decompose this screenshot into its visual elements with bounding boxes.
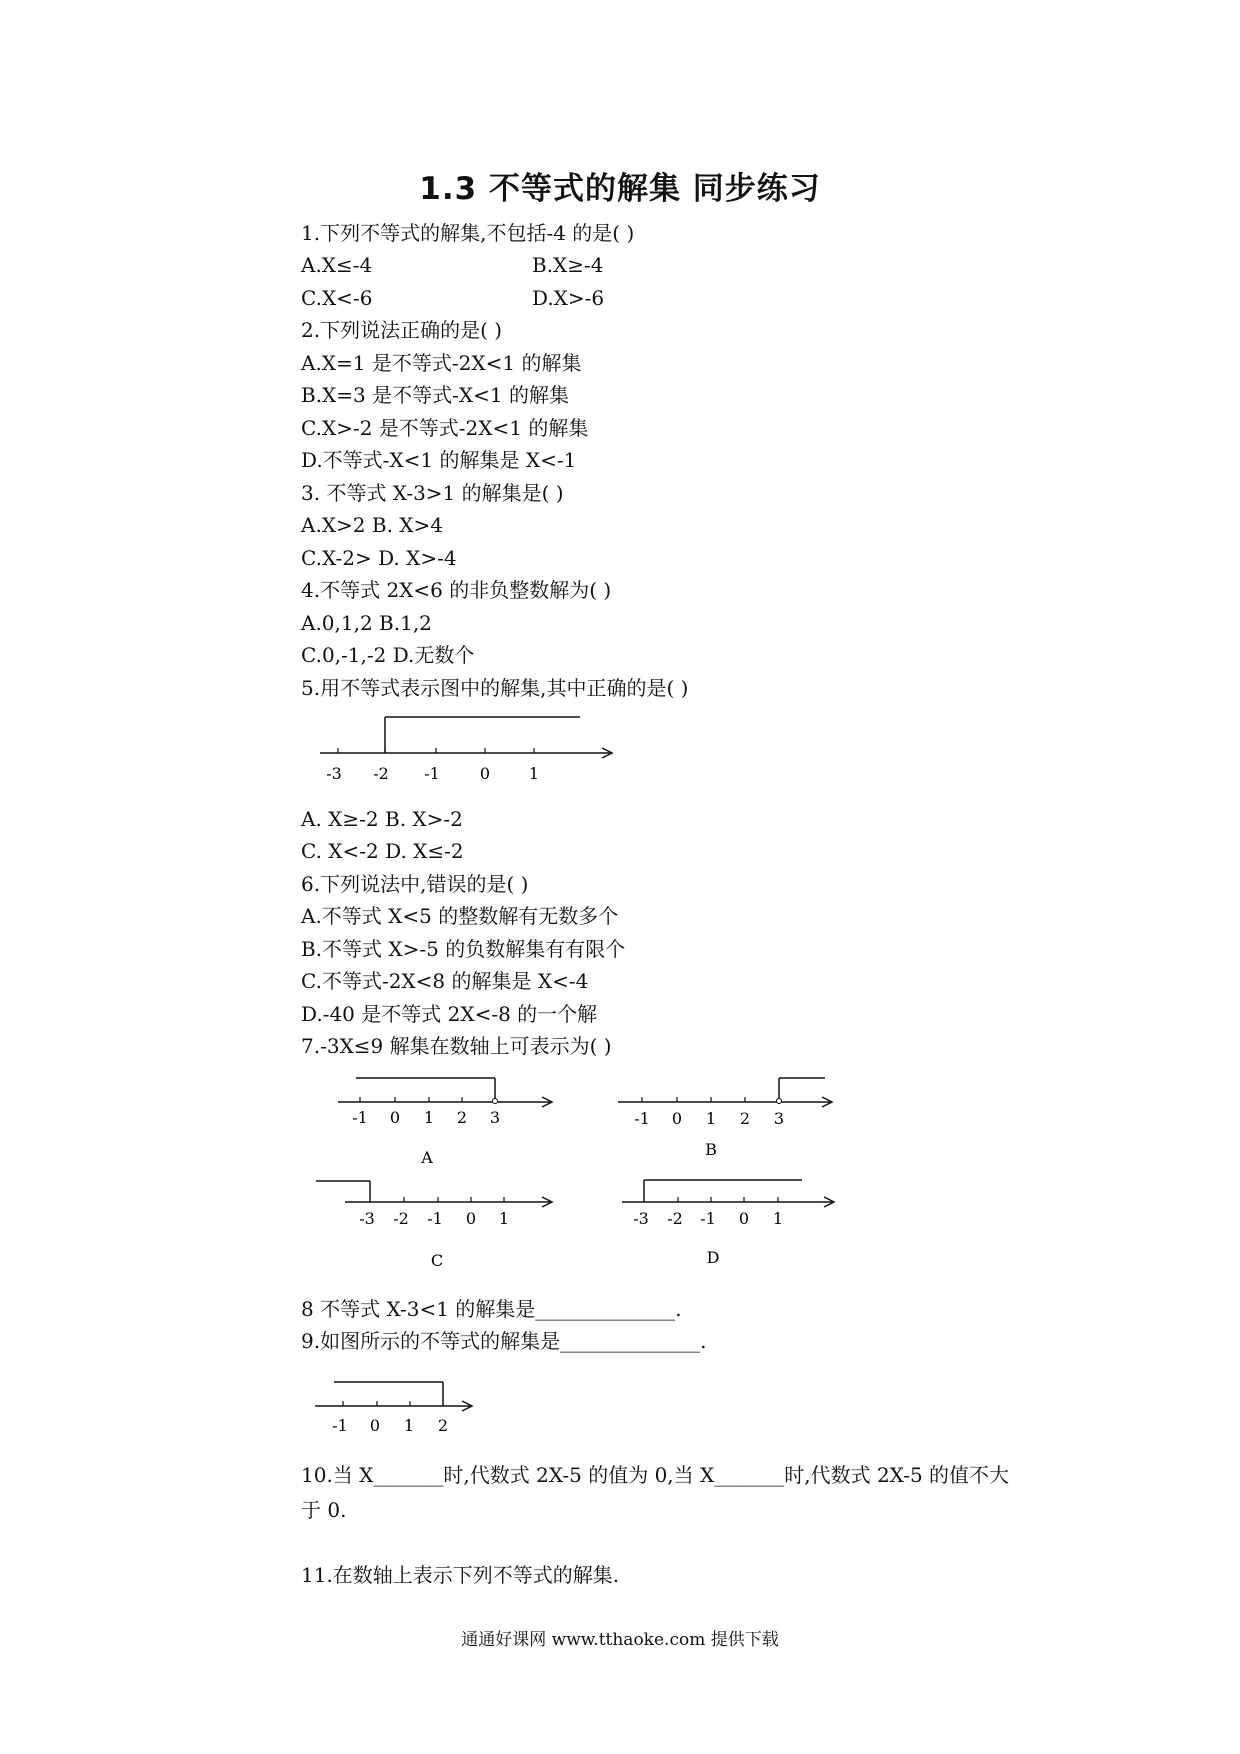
question-2: 2.下列说法正确的是( ) [301,318,503,342]
question-11: 11.在数轴上表示下列不等式的解集. [301,1563,620,1587]
question-3: 3. 不等式 X-3>1 的解集是( ) [301,481,564,505]
question-6: 6.下列说法中,错误的是( ) [301,872,529,896]
question-9: 9.如图所示的不等式的解集是______________. [301,1329,707,1353]
question-10-cont: 于 0. [301,1498,347,1522]
tick-label: 3 [489,1108,501,1127]
tick-label: 3 [773,1109,785,1128]
question-5: 5.用不等式表示图中的解集,其中正确的是( ) [301,676,689,700]
tick-label: 0 [671,1109,683,1128]
tick-label: -2 [393,1209,409,1228]
options-3ab: A.X>2 B. X>4 [301,513,444,537]
number-line-q5 [310,705,630,790]
endpoint-dot [493,1099,498,1104]
options-3cd: C.X-2> D. X>-4 [301,546,457,570]
tick-label: -1 [634,1109,650,1128]
option-2a: A.X=1 是不等式-2X<1 的解集 [301,351,582,375]
tick-label: -3 [326,764,342,783]
tick-label: -3 [359,1209,375,1228]
figure-label: B [705,1140,717,1159]
tick-label: 2 [456,1108,468,1127]
options-5cd: C. X<-2 D. X≤-2 [301,839,464,863]
tick-label: 2 [739,1109,751,1128]
option-6d: D.-40 是不等式 2X<-8 的一个解 [301,1002,598,1026]
tick-label: 0 [465,1209,477,1228]
page-title: 1.3 不等式的解集 同步练习 [419,171,821,207]
tick-label: 1 [498,1209,510,1228]
number-line-q7c [310,1170,560,1270]
option-2d: D.不等式-X<1 的解集是 X<-1 [301,448,577,472]
number-line-q7d [610,1170,840,1270]
tick-label: 0 [479,764,491,783]
tick-label: -1 [352,1108,368,1127]
tick-label: 2 [437,1416,449,1435]
figure-label: A [421,1148,433,1167]
figure-label: C [430,1251,444,1270]
option-6b: B.不等式 X>-5 的负数解集有有限个 [301,937,626,961]
options-4ab: A.0,1,2 B.1,2 [301,611,432,635]
tick-label: 1 [528,764,540,783]
tick-label: 1 [705,1109,717,1128]
question-10: 10.当 X_______时,代数式 2X-5 的值为 0,当 X_______时,代数式 2X-5 的值不大 [301,1463,1010,1487]
option-6c: C.不等式-2X<8 的解集是 X<-4 [301,969,589,993]
tick-label: -1 [700,1209,716,1228]
tick-label: -2 [373,764,389,783]
tick-label: 1 [772,1209,784,1228]
option-1b: B.X≥-4 [532,253,604,277]
tick-label: 0 [389,1108,401,1127]
options-4cd: C.0,-1,-2 D.无数个 [301,643,475,667]
option-1c: C.X<-6 [301,286,373,310]
figure-label: D [706,1248,720,1267]
tick-label: -2 [667,1209,683,1228]
number-line-q7b [610,1070,840,1160]
tick-label: -1 [332,1416,348,1435]
tick-label: -1 [424,764,440,783]
option-2b: B.X=3 是不等式-X<1 的解集 [301,383,569,407]
option-1a: A.X≤-4 [301,253,373,277]
page-footer: 通通好课网 www.tthaoke.com 提供下载 [461,1630,779,1650]
endpoint-dot [777,1099,782,1104]
number-line-q9 [310,1365,480,1445]
tick-label: -3 [633,1209,649,1228]
option-6a: A.不等式 X<5 的整数解有无数多个 [301,904,619,928]
tick-label: 0 [369,1416,381,1435]
option-2c: C.X>-2 是不等式-2X<1 的解集 [301,416,589,440]
question-4: 4.不等式 2X<6 的非负整数解为( ) [301,578,612,602]
tick-label: -1 [427,1209,443,1228]
number-line-q7a [330,1070,560,1170]
tick-label: 1 [403,1416,415,1435]
question-1: 1.下列不等式的解集,不包括-4 的是( ) [301,221,635,245]
question-8: 8 不等式 X-3<1 的解集是______________. [301,1297,682,1321]
options-5ab: A. X≥-2 B. X>-2 [301,807,463,831]
question-7: 7.-3X≤9 解集在数轴上可表示为( ) [301,1034,612,1058]
option-1d: D.X>-6 [532,286,605,310]
tick-label: 1 [423,1108,435,1127]
tick-label: 0 [738,1209,750,1228]
